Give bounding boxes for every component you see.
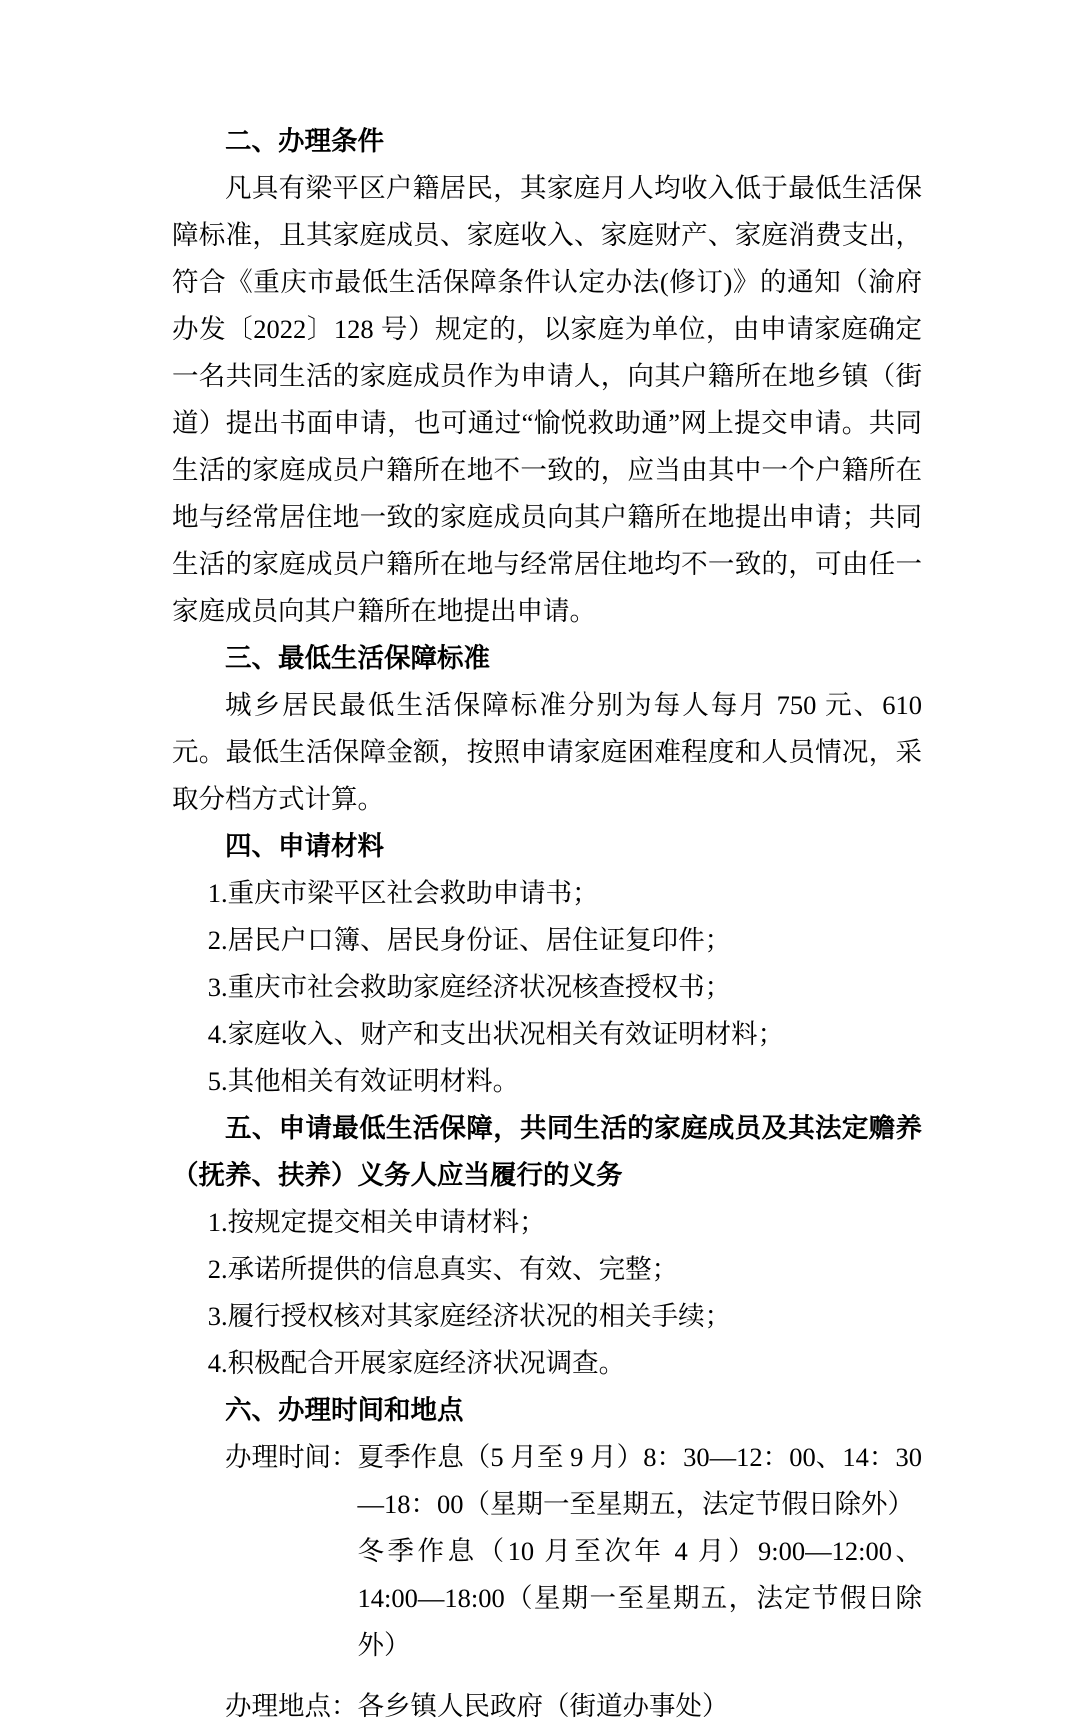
section-heading-obligations: 五、申请最低生活保障，共同生活的家庭成员及其法定赡养（抚养、扶养）义务人应当履行的义务	[172, 1113, 922, 1190]
list-item: 5.其他相关有效证明材料。	[207, 1066, 520, 1096]
list-item: 3.重庆市社会救助家庭经济状况核查授权书；	[207, 972, 732, 1002]
section-heading-materials: 四、申请材料	[225, 831, 384, 861]
list-item: 1.按规定提交相关申请材料；	[207, 1207, 546, 1237]
office-hours-block	[172, 1434, 922, 1730]
office-hours-row-summer	[172, 1434, 922, 1528]
section-paragraph-conditions: 凡具有梁平区户籍居民，其家庭月人均收入低于最低生活保障标准，且其家庭成员、家庭收入、家庭财产、家庭消费支出，符合《重庆市最低生活保障条件认定办法(修订)》的通知（渝府办发〔2022〕128 号）规定的，以家庭为单位，由申请家庭确定一名共同生活的家庭成员作为申请人，向其户籍所在地乡镇（街道）提出书面申请，也可通过“愉悦救助通”网上提交申请。共同生活的家庭成员户籍所在地不一致的，应当由其中一个户籍所在地与经常居住地一致的家庭成员向其户籍所在地提出申请；共同生活的家庭成员户籍所在地与经常居住地均不一致的，可由任一家庭成员向其户籍所在地提出申请。	[172, 173, 922, 626]
section-heading-conditions: 二、办理条件	[225, 126, 384, 156]
office-hours-summer: 夏季作息（5 月至 9 月）8：30—12：00、14：30—18：00（星期一至星期五，法定节假日除外）	[357, 1442, 922, 1519]
list-item: 1.重庆市梁平区社会救助申请书；	[207, 878, 599, 908]
office-hours-row-winter	[172, 1528, 922, 1669]
section-heading-time-place: 六、办理时间和地点	[225, 1395, 464, 1425]
document-body	[172, 118, 922, 1730]
list-item: 4.积极配合开展家庭经济状况调查。	[207, 1348, 626, 1378]
office-hours-label: 办理时间：	[225, 1442, 358, 1472]
office-location-value: 各乡镇人民政府（街道办事处）	[357, 1691, 729, 1721]
list-item: 2.居民户口簿、居民身份证、居住证复印件；	[207, 925, 732, 955]
list-item: 2.承诺所提供的信息真实、有效、完整；	[207, 1254, 679, 1284]
list-item: 4.家庭收入、财产和支出状况相关有效证明材料；	[207, 1019, 785, 1049]
office-location-label: 办理地点：	[225, 1691, 358, 1721]
office-hours-winter: 冬季作息（10 月至次年 4 月）9:00—12:00、14:00—18:00（星期一至星期五，法定节假日除外）	[357, 1536, 922, 1660]
office-location-row	[172, 1683, 922, 1730]
list-item: 3.履行授权核对其家庭经济状况的相关手续；	[207, 1301, 732, 1331]
section-paragraph-standard: 城乡居民最低生活保障标准分别为每人每月 750 元、610 元。最低生活保障金额，按照申请家庭困难程度和人员情况，采取分档方式计算。	[172, 690, 922, 814]
section-heading-standard: 三、最低生活保障标准	[225, 643, 490, 673]
